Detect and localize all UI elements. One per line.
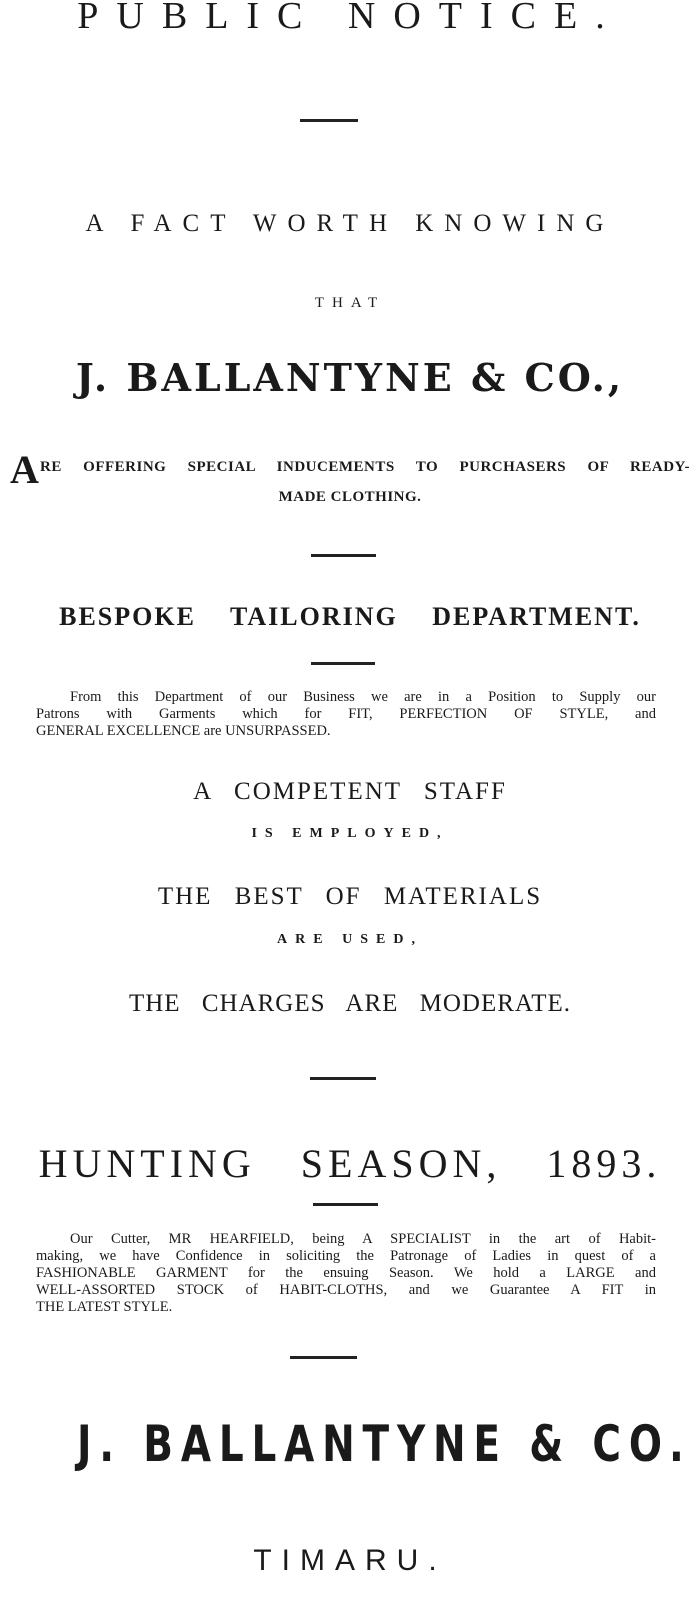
paragraph-line: Patrons with Garments which for FIT, PERFECTION OF STYLE, and [36, 706, 656, 722]
divider-rule [313, 1203, 378, 1206]
notice-heading: PUBLIC NOTICE. [77, 0, 623, 37]
paragraph-line: making, we have Confidence in soliciting the Patronage of Ladies in quest of a [36, 1248, 656, 1264]
bespoke-tailoring-heading: BESPOKE TAILORING DEPARTMENT. [59, 602, 641, 631]
employed-line: IS EMPLOYED, [251, 826, 449, 841]
paragraph-line: GENERAL EXCELLENCE are UNSURPASSED. [36, 723, 331, 739]
intro-line-1: RE OFFERING SPECIAL INDUCEMENTS TO PURCHASERS OF READY- [40, 459, 690, 475]
charges-line: THE CHARGES ARE MODERATE. [128, 990, 571, 1017]
divider-rule [290, 1356, 357, 1359]
drop-cap: A [10, 447, 40, 492]
used-line: ARE USED, [277, 932, 423, 947]
hunting-paragraph [36, 1231, 656, 1316]
fact-headline: A FACT WORTH KNOWING [85, 210, 615, 237]
paragraph-line: From this Department of our Business we are in a Position to Supply our [70, 689, 656, 705]
paragraph-line: FASHIONABLE GARMENT for the ensuing Season. We hold a LARGE and [36, 1265, 656, 1281]
paragraph-line: WELL-ASSORTED STOCK of HABIT-CLOTHS, and we Guarantee A FIT in [36, 1282, 656, 1298]
bespoke-paragraph [36, 689, 656, 740]
firm-name-heading: J. BALLANTYNE & CO., [75, 355, 625, 400]
signature-firm-name: J. BALLANTYNE & CO. [77, 1415, 692, 1473]
divider-rule [310, 1077, 376, 1080]
paragraph-line: Our Cutter, MR HEARFIELD, being A SPECIALIST in the art of Habit- [70, 1231, 656, 1247]
town-name: TIMARU. [253, 1544, 447, 1577]
competent-staff-line: A COMPETENT STAFF [193, 778, 507, 805]
intro-line-2: MADE CLOTHING. [278, 489, 422, 505]
paragraph-line: THE LATEST STYLE. [36, 1299, 173, 1315]
that-line: THAT [314, 295, 386, 311]
divider-rule [311, 662, 375, 665]
best-materials-line: THE BEST OF MATERIALS [157, 883, 543, 910]
divider-rule [311, 554, 376, 557]
divider-rule [300, 119, 358, 122]
hunting-season-heading: HUNTING SEASON, 1893. [38, 1141, 662, 1186]
